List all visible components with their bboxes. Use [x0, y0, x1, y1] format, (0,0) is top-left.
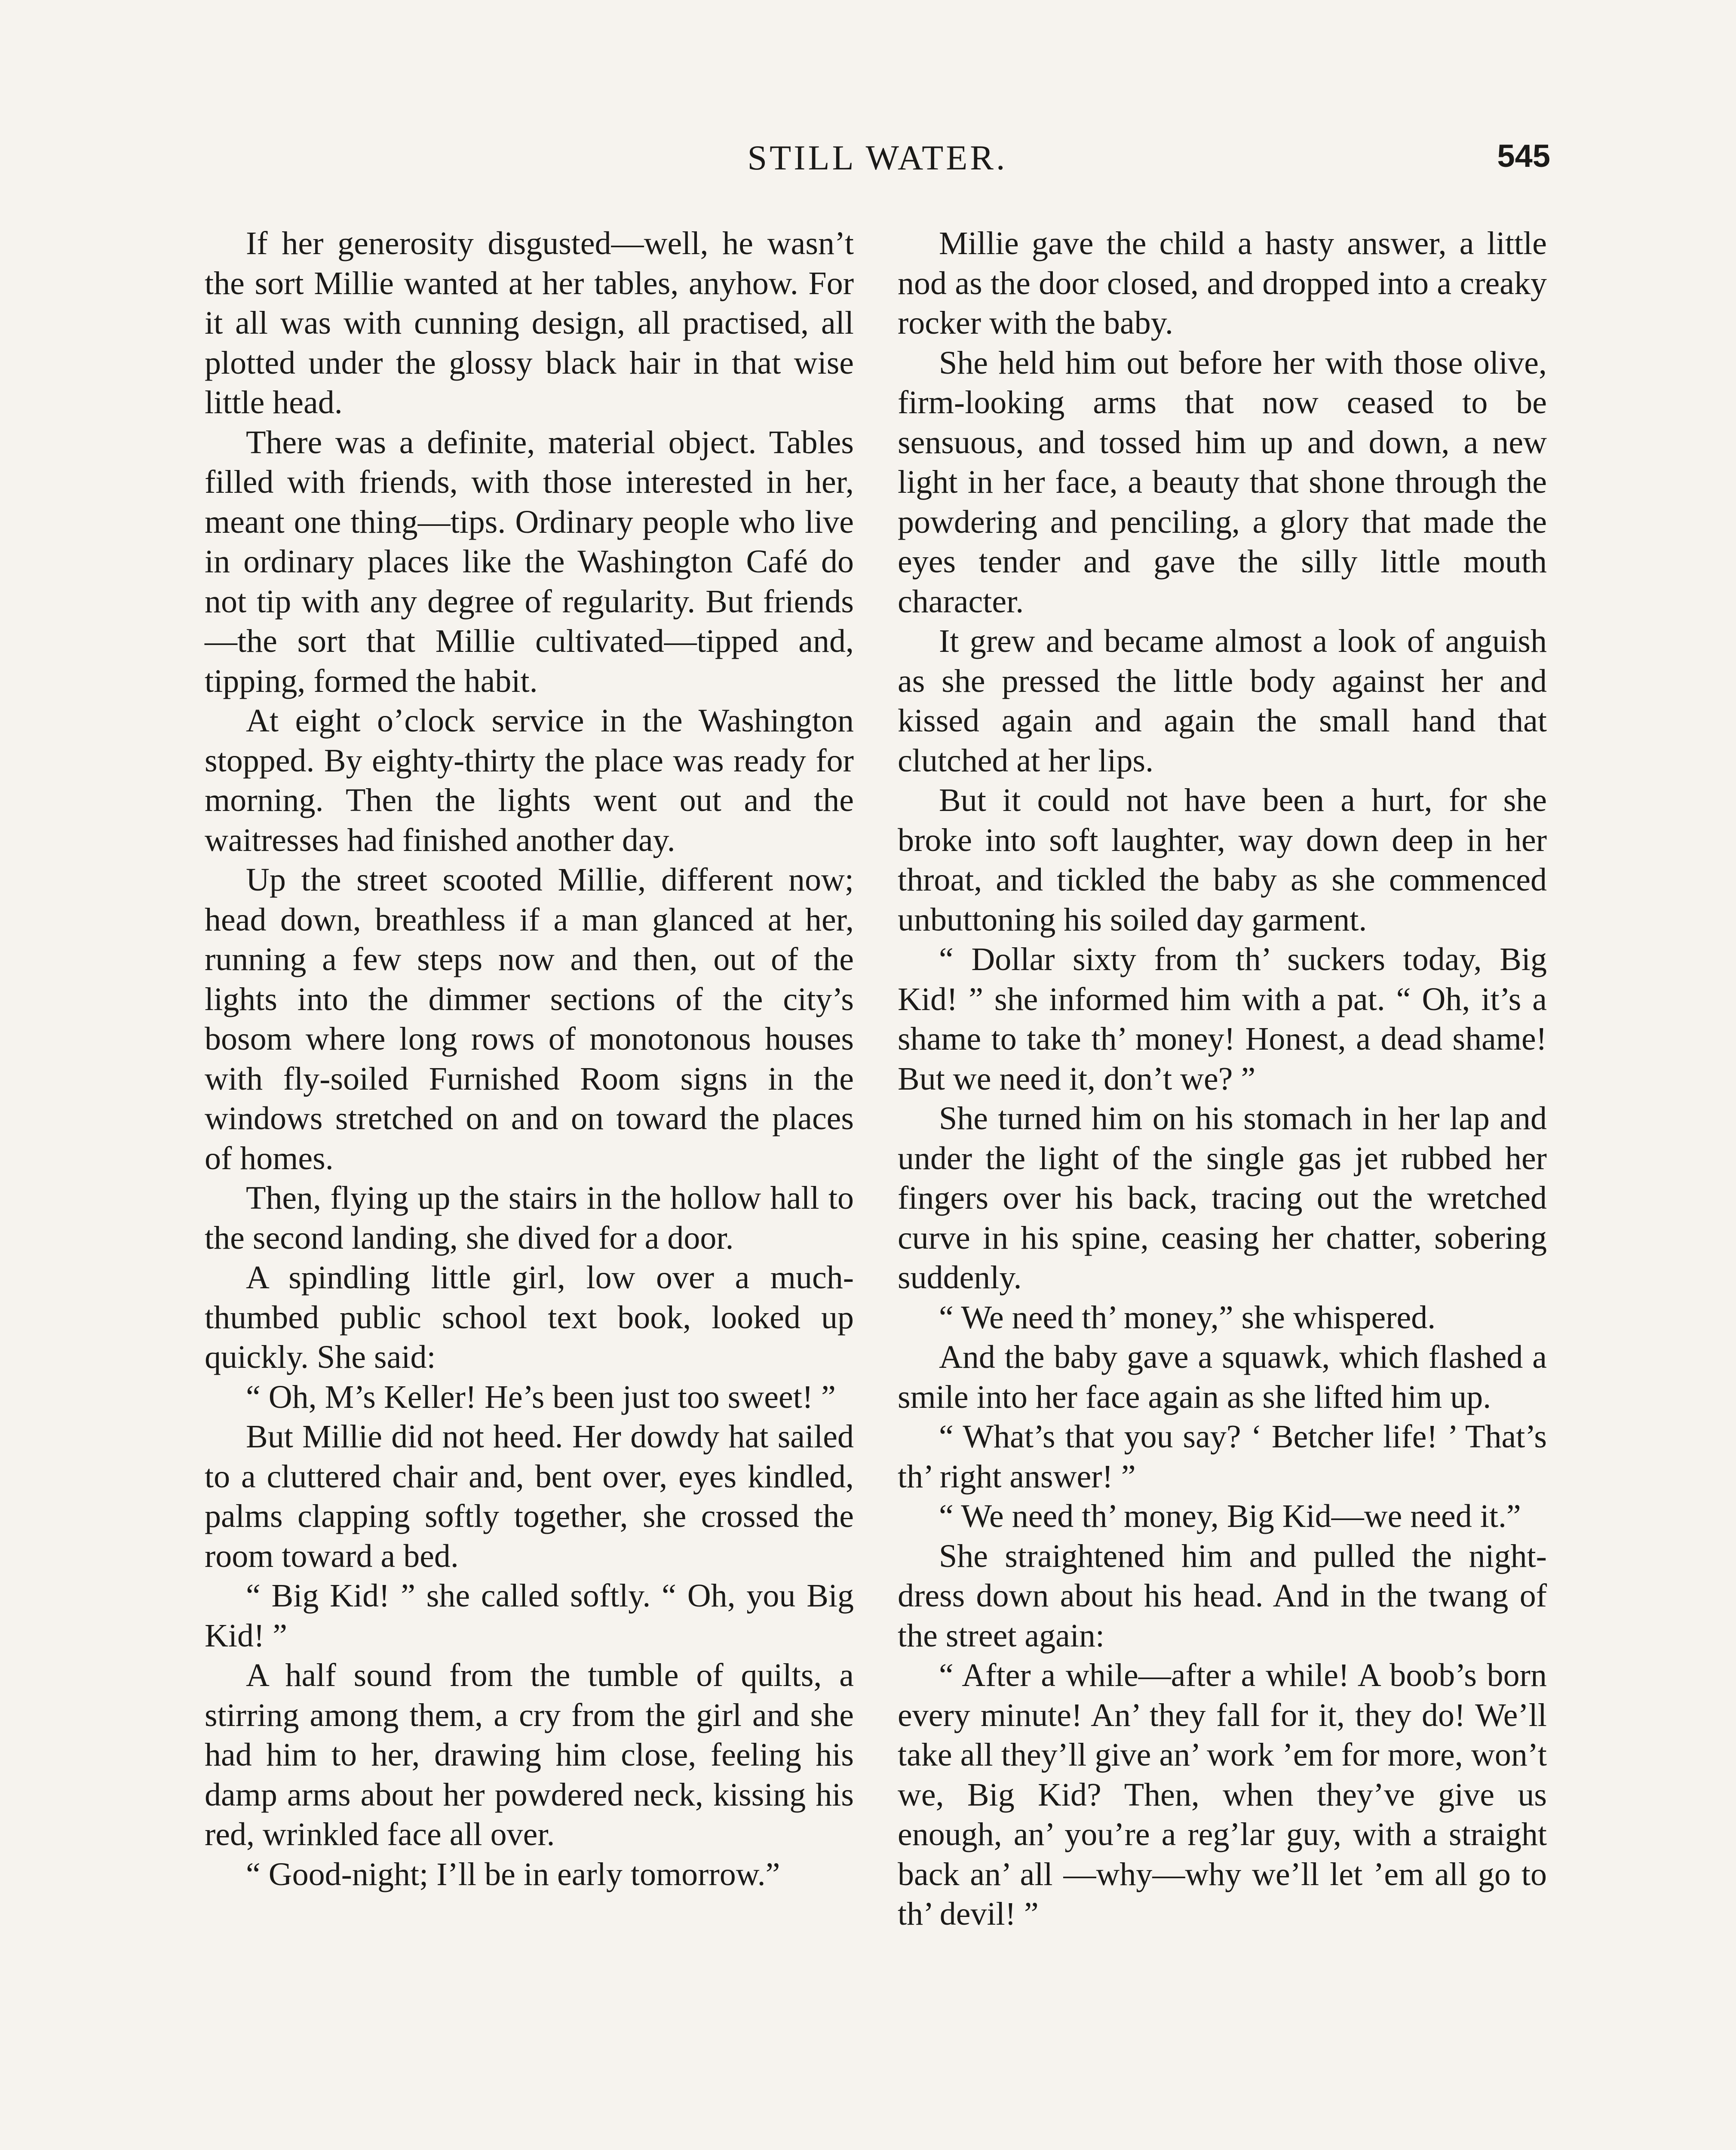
- paragraph: “ Dollar sixty from th’ suckers today, Big Kid! ” she informed him with a pat. “ Oh, it’s a shame to take th’ money! Honest, a dead shame! But we need it, don’t we? ”: [898, 941, 1547, 1097]
- paragraph: She turned him on his stomach in her lap and under the light of the single gas jet rubbed her fingers over his back, tracing out the wretched curve in his spine, ceasing her chatter, sobering suddenly.: [898, 1100, 1547, 1296]
- paragraph: At eight o’clock service in the Washington stopped. By eighty-thirty the place was ready for morning. Then the lights went out and the waitresses had finished another day.: [205, 703, 854, 858]
- paragraph: “ What’s that you say? ‘ Betcher life! ’ That’s th’ right answer! ”: [898, 1419, 1547, 1495]
- paragraph: “ After a while—after a while! A boob’s born every minute! An’ they fall for it, they do! We’ll take all they’ll give an’ work ’em for more, won’t we, Big Kid? Then, when they’ve give us enough, an’ you’re a reg’lar guy, with a straight back an’ all —why—why we’ll let ’em all go to th’ devil! ”: [898, 1657, 1547, 1932]
- paragraph: And the baby gave a squawk, which flashed a smile into her face again as she lifted him up.: [898, 1339, 1547, 1415]
- paragraph: “ We need th’ money, Big Kid—we need it.”: [939, 1498, 1521, 1534]
- paragraph: But it could not have been a hurt, for she broke into soft laughter, way down deep in her throat, and tickled the baby as she commenced unbuttoning his soiled day garment.: [898, 782, 1547, 938]
- paragraph: A half sound from the tumble of quilts, a stirring among them, a cry from the girl and she had him to her, drawing him close, feeling his damp arms about her powdered neck, kissing his red, wrinkled face all over.: [205, 1657, 854, 1852]
- paragraph: “ Big Kid! ” she called softly. “ Oh, you Big Kid! ”: [205, 1578, 854, 1654]
- paragraph: But Millie did not heed. Her dowdy hat sailed to a cluttered chair and, bent over, eyes kindled, palms clapping softly together, she crossed the room toward a bed.: [205, 1419, 854, 1574]
- paragraph: “ Good-night; I’ll be in early tomorrow.”: [246, 1856, 780, 1892]
- paragraph: There was a definite, material object. Tables filled with friends, with those interested in her, meant one thing—tips. Ordinary people who live in ordinary places like the Washington Café do not tip with any degree of regularity. But friends—the sort that Millie cultivated—tipped and, tipping, formed the habit.: [205, 424, 854, 699]
- paragraph: A spindling little girl, low over a much-thumbed public school text book, looked up quickly. She said:: [205, 1259, 854, 1375]
- paragraph: If her generosity disgusted—well, he wasn’t the sort Millie wanted at her tables, anyhow. For it all was with cunning design, all practised, all plotted under the glossy black hair in that wise little head.: [205, 225, 854, 421]
- page-number: 545: [1497, 138, 1550, 174]
- paragraph: “ We need th’ money,” she whispered.: [939, 1299, 1436, 1336]
- running-title: STILL WATER.: [747, 138, 1008, 177]
- paragraph: Millie gave the child a hasty answer, a little nod as the door closed, and dropped into a creaky rocker with the baby.: [898, 225, 1547, 341]
- paragraph: She held him out before her with those olive, firm-looking arms that now ceased to be sensuous, and tossed him up and down, a new light in her face, a beauty that shone through the powdering and penciling, a glory that made the eyes tender and gave the silly little mouth character.: [898, 344, 1547, 620]
- paragraph: She straightened him and pulled the night-dress down about his head. And in the twang of the street again:: [898, 1538, 1547, 1654]
- paragraph: Then, flying up the stairs in the hollow hall to the second landing, she dived for a door.: [205, 1180, 854, 1256]
- paragraph: Up the street scooted Millie, different now; head down, breathless if a man glanced at her, running a few steps now and then, out of the lights into the dimmer sections of the city’s bosom where long rows of monotonous houses with fly-soiled Furnished Room signs in the windows stretched on and on toward the places of homes.: [205, 862, 854, 1176]
- paragraph: “ Oh, M’s Keller! He’s been just too sweet! ”: [246, 1379, 836, 1415]
- text-column-left: [205, 224, 854, 2150]
- text-column-right: [898, 224, 1547, 2150]
- paragraph: It grew and became almost a look of anguish as she pressed the little body against her and kissed again and again the small hand that clutched at her lips.: [898, 623, 1547, 779]
- page-header: [205, 129, 1550, 185]
